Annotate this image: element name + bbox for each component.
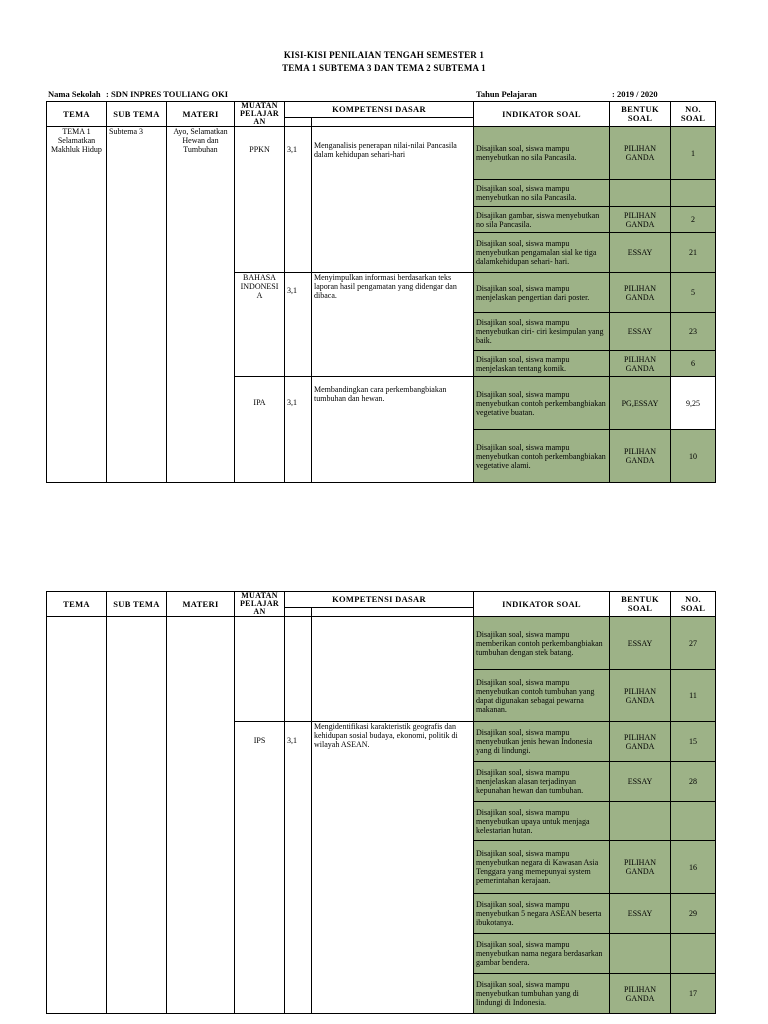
nomor-cell: 9,25 <box>671 377 716 430</box>
header-indikator: INDIKATOR SOAL <box>474 102 610 127</box>
kd-text: Menganalisis penerapan nilai-nilai Pancasila dalam kehidupan sehari-hari <box>312 127 474 273</box>
indikator-cell: Disajikan soal, siswa mampu menyebutkan upaya untuk menjaga kelestarian hutan. <box>474 802 610 841</box>
nomor-cell: 27 <box>671 617 716 670</box>
assessment-grid-table-1 <box>46 101 716 483</box>
bentuk-cell: PILIHAN GANDA <box>610 207 671 233</box>
header-materi: MATERI <box>167 102 235 127</box>
bentuk-cell: ESSAY <box>610 233 671 273</box>
indikator-cell: Disajikan soal, siswa mampu menyebutkan pengamalan sial ke tiga dalamkehidupan sehari- hari. <box>474 233 610 273</box>
bentuk-cell: PILIHAN GANDA <box>610 273 671 313</box>
muatan-cell: IPA <box>235 377 285 483</box>
header-subtema: SUB TEMA <box>107 592 167 617</box>
bentuk-cell: PG,ESSAY <box>610 377 671 430</box>
kd-text: Menyimpulkan informasi berdasarkan teks laporan hasil pengamatan yang didengar dan dibaca. <box>312 273 474 377</box>
indikator-cell: Disajikan soal, siswa mampu menyebutkan ciri- ciri kesimpulan yang baik. <box>474 313 610 351</box>
indikator-cell: Disajikan soal, siswa mampu menyebutkan tumbuhan yang di lindungi di Indonesia. <box>474 974 610 1014</box>
header-no-soal: NO. SOAL <box>671 102 716 127</box>
document-subtitle: TEMA 1 SUBTEMA 3 DAN TEMA 2 SUBTEMA 1 <box>282 63 486 73</box>
header-tema: TEMA <box>47 102 107 127</box>
indikator-cell: Disajikan soal, siswa mampu menjelaskan pengertian dari poster. <box>474 273 610 313</box>
bentuk-cell: PILIHAN GANDA <box>610 351 671 377</box>
nomor-cell: 23 <box>671 313 716 351</box>
header-indikator: INDIKATOR SOAL <box>474 592 610 617</box>
header-bentuk: BENTUK SOAL <box>610 102 671 127</box>
nomor-cell: 2 <box>671 207 716 233</box>
nomor-cell: 21 <box>671 233 716 273</box>
nomor-cell: 5 <box>671 273 716 313</box>
bentuk-cell: PILIHAN GANDA <box>610 430 671 483</box>
nomor-cell: 11 <box>671 670 716 722</box>
indikator-cell: Disajikan soal, siswa mampu menyebutkan negara di Kawasan Asia Tenggara yang memepunyai system pemerintahan kerajaan. <box>474 841 610 894</box>
indikator-cell: Disajikan gambar, siswa menyebutkan no sila Pancasila. <box>474 207 610 233</box>
indikator-cell: Disajikan soal, siswa mampu menyebutkan no sila Pancasila. <box>474 127 610 180</box>
indikator-cell: Disajikan soal, siswa mampu menyebutkan 5 negara ASEAN beserta ibukotanya. <box>474 894 610 934</box>
tema-cell <box>47 617 107 1014</box>
school-name: : SDN INPRES TOULIANG OKI <box>106 89 229 99</box>
bentuk-cell <box>610 934 671 974</box>
bentuk-cell: ESSAY <box>610 762 671 802</box>
header-muatan: MUATAN PELAJAR AN <box>235 102 285 127</box>
bentuk-cell <box>610 802 671 841</box>
document-title: KISI-KISI PENILAIAN TENGAH SEMESTER 1 <box>283 50 485 60</box>
nomor-cell: 17 <box>671 974 716 1014</box>
muatan-cell: IPS <box>235 722 285 1014</box>
indikator-cell: Disajikan soal, siswa mampu memberikan contoh perkembangbiakan tumbuhan dengan stek batang. <box>474 617 610 670</box>
indikator-cell: Disajikan soal, siswa mampu menyebutkan no sila Pancasila. <box>474 180 610 207</box>
nomor-cell <box>671 180 716 207</box>
bentuk-cell: ESSAY <box>610 313 671 351</box>
header-bentuk: BENTUK SOAL <box>610 592 671 617</box>
nomor-cell <box>671 802 716 841</box>
bentuk-cell: PILIHAN GANDA <box>610 670 671 722</box>
kd-text: Mengidentifikasi karakteristik geografis dan kehidupan sosial budaya, ekonomi, politik di wilayah ASEAN. <box>312 722 474 1014</box>
indikator-cell: Disajikan soal, siswa mampu menjelaskan tentang komik. <box>474 351 610 377</box>
materi-cell: Ayo, Selamatkan Hewan dan Tumbuhan <box>167 127 235 483</box>
bentuk-cell: PILIHAN GANDA <box>610 974 671 1014</box>
kd-number: 3,1 <box>285 377 312 483</box>
nomor-cell <box>671 934 716 974</box>
nomor-cell: 28 <box>671 762 716 802</box>
bentuk-cell: PILIHAN GANDA <box>610 841 671 894</box>
header-kompetensi-dasar: KOMPETENSI DASAR <box>285 592 474 608</box>
bentuk-cell: ESSAY <box>610 617 671 670</box>
indikator-cell: Disajikan soal, siswa mampu menyebutkan jenis hewan Indonesia yang di lindungi. <box>474 722 610 762</box>
nomor-cell: 6 <box>671 351 716 377</box>
bentuk-cell: ESSAY <box>610 894 671 934</box>
kd-number: 3,1 <box>285 273 312 377</box>
materi-cell <box>167 617 235 1014</box>
nomor-cell: 16 <box>671 841 716 894</box>
bentuk-cell: PILIHAN GANDA <box>610 722 671 762</box>
indikator-cell: Disajikan soal, siswa mampu menjelaskan alasan terjadinyan kepunahan hewan dan tumbuhan. <box>474 762 610 802</box>
kd-number: 3,1 <box>285 127 312 273</box>
indikator-cell: Disajikan soal, siswa mampu menyebutkan contoh perkembangbiakan vegetative buatan. <box>474 377 610 430</box>
kd-text <box>312 617 474 722</box>
indikator-cell: Disajikan soal, siswa mampu menyebutkan nama negara berdasarkan gambar bendera. <box>474 934 610 974</box>
muatan-cell: PPKN <box>235 127 285 273</box>
header-kompetensi-dasar: KOMPETENSI DASAR <box>285 102 474 118</box>
header-tema: TEMA <box>47 592 107 617</box>
tema-cell: TEMA 1 Selamatkan Makhluk Hidup <box>47 127 107 483</box>
subtema-cell <box>107 617 167 1014</box>
year-value: : 2019 / 2020 <box>612 89 658 99</box>
nomor-cell: 1 <box>671 127 716 180</box>
kd-number <box>285 617 312 722</box>
assessment-grid-table-2 <box>46 591 716 1014</box>
header-materi: MATERI <box>167 592 235 617</box>
bentuk-cell: PILIHAN GANDA <box>610 127 671 180</box>
kd-number: 3,1 <box>285 722 312 1014</box>
nomor-cell: 15 <box>671 722 716 762</box>
subtema-cell: Subtema 3 <box>107 127 167 483</box>
header-muatan: MUATAN PELAJAR AN <box>235 592 285 617</box>
header-no-soal: NO. SOAL <box>671 592 716 617</box>
indikator-cell: Disajikan soal, siswa mampu menyebutkan contoh tumbuhan yang dapat digunakan sebagai pewarna makanan. <box>474 670 610 722</box>
year-label: Tahun Pelajaran <box>476 89 537 99</box>
indikator-cell: Disajikan soal, siswa mampu menyebutkan contoh perkembangbiakan vegetative alami. <box>474 430 610 483</box>
header-subtema: SUB TEMA <box>107 102 167 127</box>
nomor-cell: 29 <box>671 894 716 934</box>
school-label: Nama Sekolah <box>48 89 101 99</box>
nomor-cell: 10 <box>671 430 716 483</box>
bentuk-cell <box>610 180 671 207</box>
kd-text: Membandingkan cara perkembangbiakan tumbuhan dan hewan. <box>312 377 474 483</box>
muatan-cell <box>235 617 285 722</box>
muatan-cell: BAHASA INDONESI A <box>235 273 285 377</box>
